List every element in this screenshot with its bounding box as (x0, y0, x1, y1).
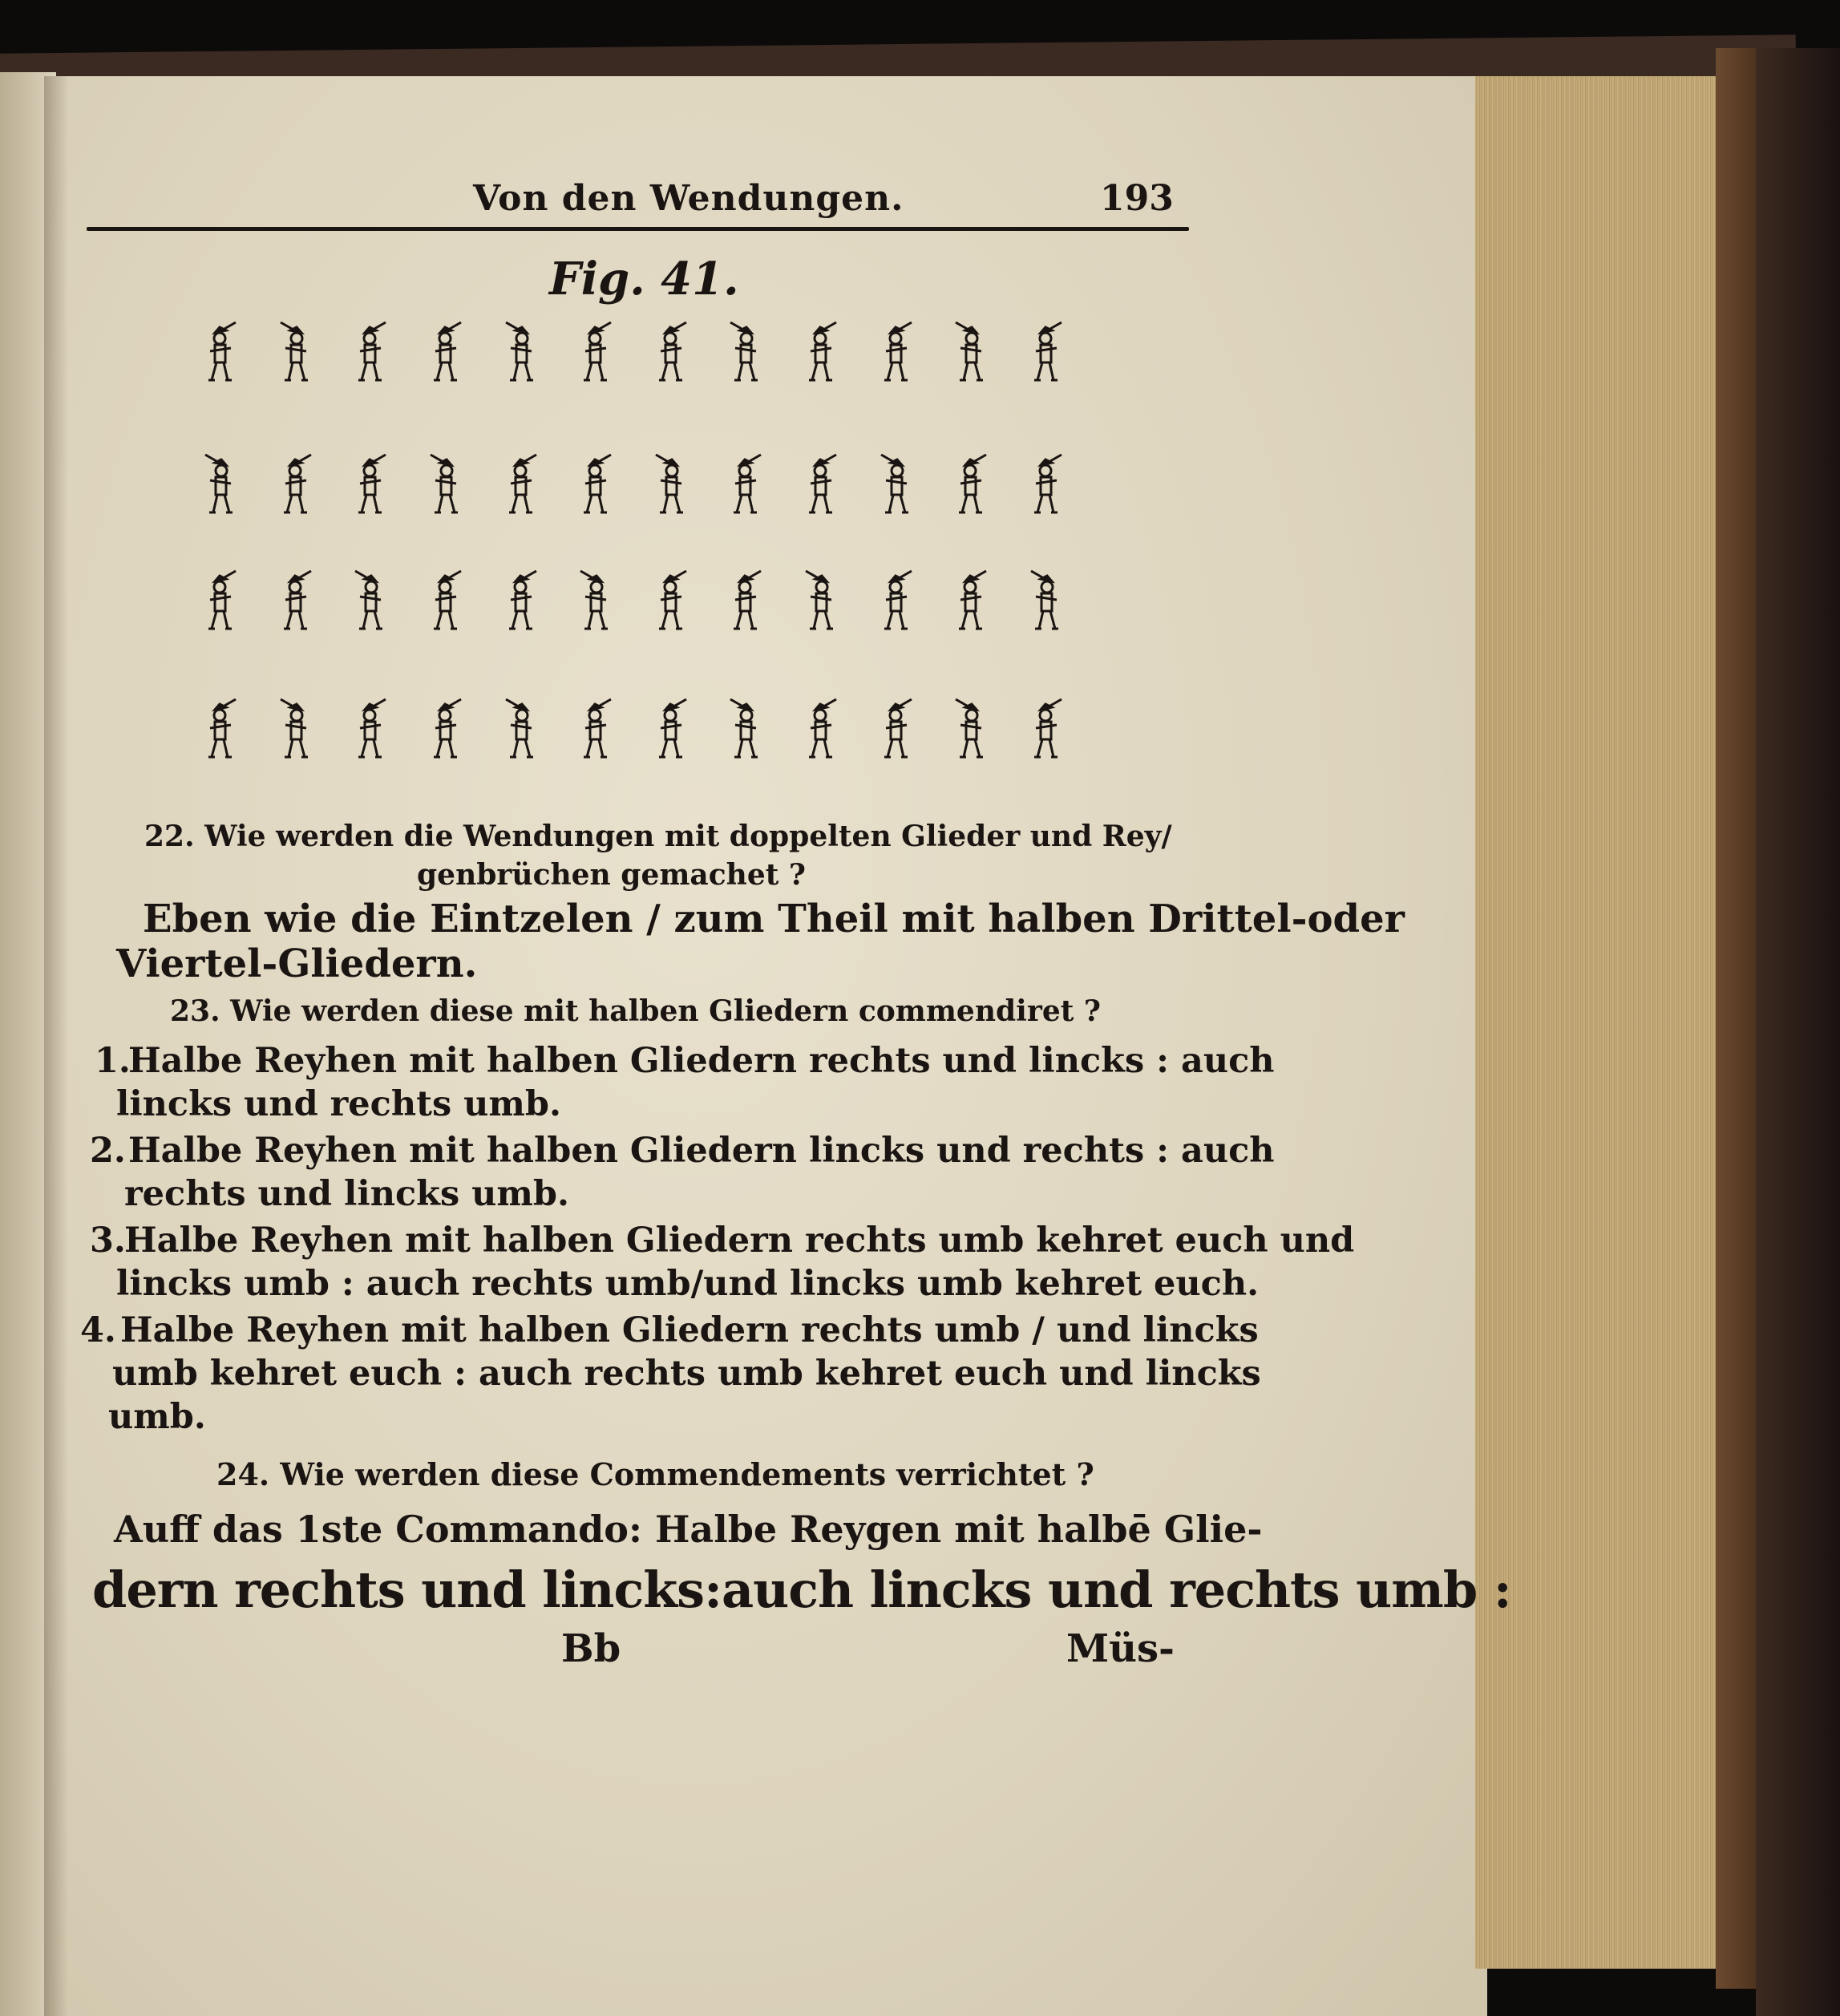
soldier-icon (501, 569, 541, 642)
answer-24-line-1: Auff das 1ste Commando: Halbe Reygen mit halbē Glie- (114, 1508, 1263, 1551)
list-item-1-line-2: lincks und rechts umb. (116, 1084, 561, 1124)
soldier-icon (276, 321, 316, 393)
soldier-icon (651, 569, 691, 642)
soldier-icon (726, 569, 766, 642)
soldier-icon (951, 321, 991, 393)
soldier-icon (951, 453, 991, 525)
soldier-icon (501, 698, 541, 770)
book-cover-right (1756, 48, 1840, 2016)
catchword: Müs- (1066, 1626, 1175, 1671)
soldier-icon (726, 698, 766, 770)
soldier-icon (276, 569, 316, 642)
soldier-icon (876, 569, 916, 642)
question-22-line-2: genbrüchen gemachet ? (417, 858, 807, 892)
soldier-icon (1026, 321, 1066, 393)
soldier-icon (576, 698, 616, 770)
list-item-3-line-2: lincks umb : auch rechts umb/und lincks umb kehret euch. (116, 1264, 1260, 1304)
list-item-4-number: 4. (80, 1310, 116, 1350)
question-22-line-1: 22. Wie werden die Wendungen mit doppelten Glieder und Rey/ (144, 820, 1172, 853)
soldier-icon (801, 321, 841, 393)
soldier-icon (876, 698, 916, 770)
soldier-icon (200, 569, 241, 642)
soldier-icon (200, 321, 241, 393)
soldier-icon (200, 698, 241, 770)
soldier-icon (426, 321, 466, 393)
soldier-icon (350, 569, 390, 642)
answer-22-line-2: Viertel-Gliedern. (116, 941, 478, 986)
soldier-icon (576, 321, 616, 393)
list-item-2-line-2: rechts und lincks umb. (124, 1174, 569, 1214)
list-item-3-line-1: Halbe Reyhen mit halben Gliedern rechts umb kehret euch und (124, 1221, 1355, 1261)
soldier-icon (951, 569, 991, 642)
list-item-3-number: 3. (90, 1221, 126, 1261)
list-item-4-line-2: umb kehret euch : auch rechts umb kehret euch und lincks (112, 1354, 1261, 1394)
soldier-icon (576, 453, 616, 525)
soldier-icon (426, 453, 466, 525)
list-item-4-line-3: umb. (108, 1397, 206, 1437)
soldier-row (200, 569, 1066, 650)
soldier-icon (951, 698, 991, 770)
soldier-icon (876, 321, 916, 393)
figure-label: Fig. 41. (549, 253, 739, 306)
soldier-row (200, 698, 1066, 778)
soldier-icon (876, 453, 916, 525)
soldier-icon (1026, 453, 1066, 525)
soldier-icon (1026, 569, 1066, 642)
soldier-icon (801, 569, 841, 642)
soldier-icon (651, 698, 691, 770)
list-item-1-line-1: Halbe Reyhen mit halben Gliedern rechts und lincks : auch (128, 1041, 1275, 1081)
question-24: 24. Wie werden diese Commendements verrichtet ? (216, 1456, 1094, 1492)
page-number: 193 (1100, 178, 1174, 219)
running-header-title: Von den Wendungen. (473, 178, 904, 219)
soldier-icon (200, 453, 241, 525)
soldier-icon (501, 321, 541, 393)
list-item-2-line-1: Halbe Reyhen mit halben Gliedern lincks und rechts : auch (128, 1131, 1275, 1171)
soldier-icon (651, 321, 691, 393)
page-edges (1475, 76, 1716, 1969)
header-rule (87, 227, 1189, 231)
page-gutter-shadow (44, 76, 68, 2016)
soldier-icon (651, 453, 691, 525)
answer-22-line-1: Eben wie die Eintzelen / zum Theil mit halben Drittel-oder (143, 897, 1405, 941)
soldier-row (200, 321, 1066, 401)
soldier-icon (426, 698, 466, 770)
soldier-icon (576, 569, 616, 642)
soldier-icon (801, 698, 841, 770)
list-item-2-number: 2. (90, 1131, 126, 1171)
soldier-icon (350, 321, 390, 393)
soldier-icon (501, 453, 541, 525)
soldier-icon (726, 321, 766, 393)
answer-24-line-2: dern rechts und lincks:auch lincks und rechts umb : (92, 1561, 1511, 1619)
soldier-icon (350, 453, 390, 525)
soldier-icon (426, 569, 466, 642)
soldier-icon (276, 453, 316, 525)
signature-mark: Bb (561, 1626, 621, 1671)
list-item-1-number: 1. (95, 1041, 131, 1081)
soldier-row (200, 453, 1066, 533)
soldier-icon (276, 698, 316, 770)
list-item-4-line-1: Halbe Reyhen mit halben Gliedern rechts umb / und lincks (120, 1310, 1259, 1350)
question-23: 23. Wie werden diese mit halben Gliedern commendiret ? (170, 994, 1101, 1028)
soldier-icon (801, 453, 841, 525)
soldier-icon (1026, 698, 1066, 770)
soldier-icon (350, 698, 390, 770)
soldier-icon (726, 453, 766, 525)
